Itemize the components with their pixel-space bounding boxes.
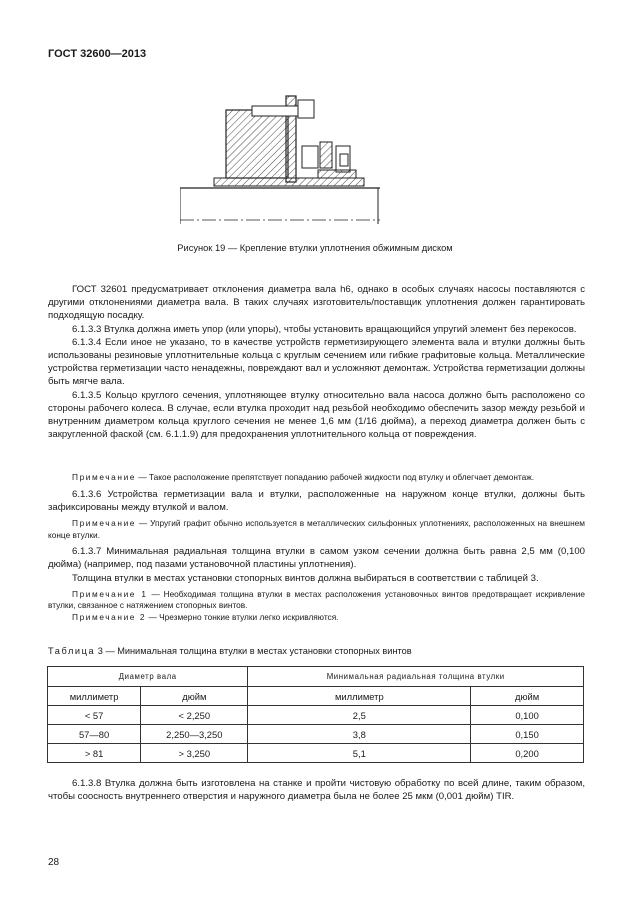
table-cell: > 81	[48, 744, 141, 763]
note-label: Примечание 2	[72, 611, 147, 622]
table-column-header	[48, 687, 584, 706]
note-text: — Чрезмерно тонкие втулки легко искривляются.	[146, 611, 339, 622]
table-cell: 2,5	[248, 706, 471, 725]
figure-19-drawing	[180, 92, 380, 232]
table-cell: 0,100	[471, 706, 584, 725]
paragraph: 6.1.3.4 Если иное не указано, то в качестве устройств герметизирующего элемента вала и втулки должны быть использованы резиновые уплотнительные кольца с круглым сечением или гибкие графитовые кольца. Металлические устройства герметизации часто ненадежны, повреждают вал и усложняют демонтаж. Устройства герметизации должны быть мягче вала.	[48, 336, 585, 388]
paragraph: 6.1.3.3 Втулка должна иметь упор (или упоры), чтобы установить вращающийся упругий элемент без перекосов.	[72, 323, 577, 335]
paragraph: ГОСТ 32601 предусматривает отклонения диаметра вала h6, однако в особых случаях насосы поставляются с другими отклонениями диаметра вала. В таких случаях изготовитель/поставщик уплотнения должен гарантировать подходящую посадку.	[48, 284, 585, 322]
note-label: Примечание	[72, 472, 137, 482]
note-text: — Такое расположение препятствует попаданию рабочей жидкости под втулку и облегчает демонтаж.	[136, 472, 535, 482]
note	[48, 612, 585, 624]
table-cell: < 2,250	[141, 706, 248, 725]
paragraph: Толщина втулки в местах установки стопорных винтов должна выбираться в соответствии с таблицей 3.	[72, 572, 539, 584]
sleeve-thickness-table	[47, 666, 584, 763]
table-group-header	[48, 667, 584, 687]
note-text: — Упругий графит обычно используется в металлических сильфонных уплотнениях, расположенных на внешнем конце втулки.	[48, 518, 585, 540]
table-cell: > 3,250	[141, 744, 248, 763]
body-text-top	[48, 283, 585, 441]
table-cell: < 57	[48, 706, 141, 725]
table-row	[48, 706, 584, 725]
group-header: Диаметр вала	[48, 667, 248, 687]
document-code: ГОСТ 32600—2013	[48, 48, 147, 60]
note	[48, 589, 585, 612]
note-label: Примечание	[72, 518, 137, 528]
table-cell: 0,150	[471, 725, 584, 744]
body-text-bottom	[48, 777, 585, 803]
note	[48, 472, 585, 484]
column-header: миллиметр	[48, 687, 141, 706]
paragraph: 6.1.3.5 Кольцо круглого сечения, уплотняющее втулку относительно вала насоса должно быть расположено со стороны рабочего колеса. В случае, если втулка проходит над резьбой необходимо обеспечить зазор между резьбой и внутренним диаметром кольца круглого сечения не менее 1,6 мм (1/16 дюйма), а переход диаметра должен быть с закругленной фаской (см. 6.1.1.9) для предохранения уплотнительного кольца от повреждения.	[48, 389, 585, 441]
note	[48, 518, 585, 541]
table-cell: 2,250—3,250	[141, 725, 248, 744]
table-caption: Таблица 3 — Минимальная толщина втулки в местах установки стопорных винтов	[48, 646, 412, 656]
group-header: Минимальная радиальная толщина втулки	[248, 667, 584, 687]
column-header: дюйм	[471, 687, 584, 706]
table-cell: 5,1	[248, 744, 471, 763]
paragraph: 6.1.3.7 Минимальная радиальная толщина втулки в самом узком сечении должна быть равна 2,5 мм (0,100 дюйма) (например, под пазами установочной пластины уплотнения).	[48, 546, 585, 571]
note-text: — Необходимая толщина втулки в местах расположения установочных винтов предотвращает искривление втулки, связанное с натяжением стопорных винтов.	[48, 588, 585, 611]
paragraph: 6.1.3.8 Втулка должна быть изготовлена на станке и пройти чистовую обработку по всей длине, таким образом, чтобы соосность внутреннего отверстия и наружного диаметра была не более 25 мкм (0,001 дюйм) TIR.	[48, 778, 585, 803]
table-cell: 57—80	[48, 725, 141, 744]
table-row	[48, 725, 584, 744]
page-number: 28	[48, 857, 60, 868]
figure-caption: Рисунок 19 — Крепление втулки уплотнения обжимным диском	[177, 243, 453, 253]
table-cell: 0,200	[471, 744, 584, 763]
column-header: дюйм	[141, 687, 248, 706]
paragraph: 6.1.3.6 Устройства герметизации вала и втулки, расположенные на наружном конце втулки, должны быть зафиксированы между втулкой и валом.	[48, 488, 585, 513]
note-label: Примечание 1	[72, 588, 148, 599]
table-row	[48, 744, 584, 763]
table-cell: 3,8	[248, 725, 471, 744]
body-text-middle	[48, 472, 585, 624]
column-header: миллиметр	[248, 687, 471, 706]
